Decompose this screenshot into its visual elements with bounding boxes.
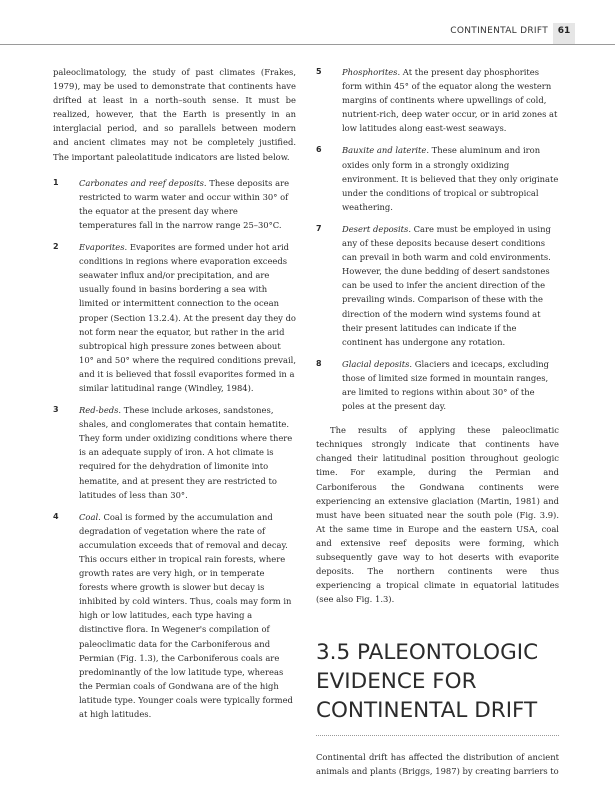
list-item-phosphorites <box>316 65 559 135</box>
list-item-carbonates <box>53 176 296 232</box>
header-rule <box>0 44 615 45</box>
list-item-bauxite <box>316 143 559 213</box>
list-number: 7 <box>316 223 322 233</box>
list-description: These deposits are restricted to warm water and occur within 30° of the equator at the present day where temperatures fall in the narrow range 25–30°C. <box>79 177 290 230</box>
list-description: Care must be employed in using any of these deposits because desert conditions can prevail in both warm and cold environments. However, the dune bedding of desert sandstones can be used to infer the ancient direction of the prevailing winds. Comparison of these with the direction of the modern wind systems found at their present latitudes can indicate if the continent has undergone any rotation. <box>342 223 551 347</box>
left-column <box>53 65 296 721</box>
section-intro-paragraph: Continental drift has affected the distribution of ancient animals and plants (Briggs, 1987) by creating barriers to <box>316 752 559 777</box>
section-heading: 3.5 PALEONTOLOGIC EVIDENCE FOR CONTINENTAL DRIFT <box>316 640 539 724</box>
list-description: Coal is formed by the accumulation and degradation of vegetation where the rate of accumulation exceeds that of removal and decay. This occurs either in tropical rain forests, where growth rates are very high, or in temperate forests where growth is slower but decay is inhibited by cold winters. Thus, coals may form in high or low latitudes, each type having a distinctive flora. In Wegener's compilation of paleoclimatic data for the Carboniferous and Permian (Fig. 1.3), the Carboniferous coals are predominantly of the low latitude type, whereas the Permian coals of Gondwana are of the high latitude type. Younger coals were typically formed at high latitudes. <box>79 511 293 720</box>
list-text <box>79 240 296 395</box>
running-head: CONTINENTAL DRIFT <box>450 26 548 36</box>
list-text <box>342 143 559 213</box>
list-term: Red-beds. <box>79 405 122 416</box>
list-text <box>79 176 296 232</box>
list-text <box>342 65 559 135</box>
list-text <box>342 222 559 349</box>
list-number: 8 <box>316 358 322 368</box>
list-description: Evaporites are formed under hot arid conditions in regions where evaporation exceeds seawater influx and/or precipitation, and are usually found in basins bordering a sea with limited or intermittent connection to the ocean proper (Section 13.2.4). At the present day they do not form near the equator, but rather in the arid subtropical high pressure zones between about 10° and 50° where the required conditions prevail, and it is believed that fossil evaporites formed in a similar latitudinal range (Windley, 1984). <box>79 242 296 393</box>
results-paragraph: The results of applying these paleoclimatic techniques strongly indicate that continents have changed their latitudinal position throughout geologic time. For example, during the Permian and Carboniferous the Gondwana continents were experiencing an extensive glaciation (Martin, 1981) and must have been situated near the south pole (Fig. 3.9). At the same time in Europe and the eastern USA, coal and extensive reef deposits were forming, which subsequently gave way to hot deserts with evaporite deposits. The northern continents were thus experiencing a tropical climate in equatorial latitudes (see also Fig. 1.3). <box>316 425 559 605</box>
list-term: Evaporites. <box>79 242 128 253</box>
list-term: Coal. <box>79 511 101 522</box>
list-number: 6 <box>316 145 322 155</box>
page-header <box>0 23 615 45</box>
list-item-red-beds <box>53 403 296 502</box>
list-term: Phosphorites. <box>342 67 401 77</box>
list-number: 4 <box>53 511 59 521</box>
list-description: At the present day phosphorites form within 45° of the equator along the western margins of continents where upwellings of cold, nutrient-rich, deep water occur, or in arid zones at low latitudes along east-west seaways. <box>342 67 558 134</box>
list-term: Desert deposits. <box>342 223 411 234</box>
list-description: These aluminum and iron oxides only form in a strongly oxidizing environment. It is believed that they only originate under the conditions of tropical or subtropical weathering. <box>342 145 559 212</box>
list-item-coal <box>53 510 296 721</box>
list-text <box>79 510 296 721</box>
right-column <box>316 65 559 779</box>
list-number: 2 <box>53 242 59 252</box>
list-item-desert <box>316 222 559 349</box>
list-description: Glaciers and icecaps, excluding those of limited size formed in mountain ranges, are limited to regions within about 30° of the poles at the present day. <box>342 358 550 412</box>
list-item-evaporites <box>53 240 296 395</box>
list-term: Glacial deposits. <box>342 358 413 369</box>
list-description: These include arkoses, sandstones, shales, and conglomerates that contain hematite. They form under oxidizing conditions where there is an adequate supply of iron. A hot climate is required for the dehydration of limonite into hematite, and at present they are restricted to latitudes of less than 30°. <box>79 405 293 500</box>
list-number: 3 <box>53 405 59 415</box>
page-number: 61 <box>557 26 571 36</box>
intro-paragraph: paleoclimatology, the study of past climates (Frakes, 1979), may be used to demonstrate that continents have drifted at least in a north–south sense. It must be realized, however, that the Earth is presently in an interglacial period, and so parallels between modern and ancient climates may not be completely justified. The important paleolatitude indicators are listed below. <box>53 67 296 162</box>
list-term: Bauxite and laterite. <box>342 145 429 156</box>
list-number: 5 <box>316 67 322 76</box>
list-term: Carbonates and reef deposits. <box>79 177 207 188</box>
list-text <box>342 357 559 413</box>
list-text <box>79 403 296 502</box>
list-item-glacial <box>316 357 559 413</box>
section-divider <box>316 735 559 736</box>
list-number: 1 <box>53 177 59 187</box>
